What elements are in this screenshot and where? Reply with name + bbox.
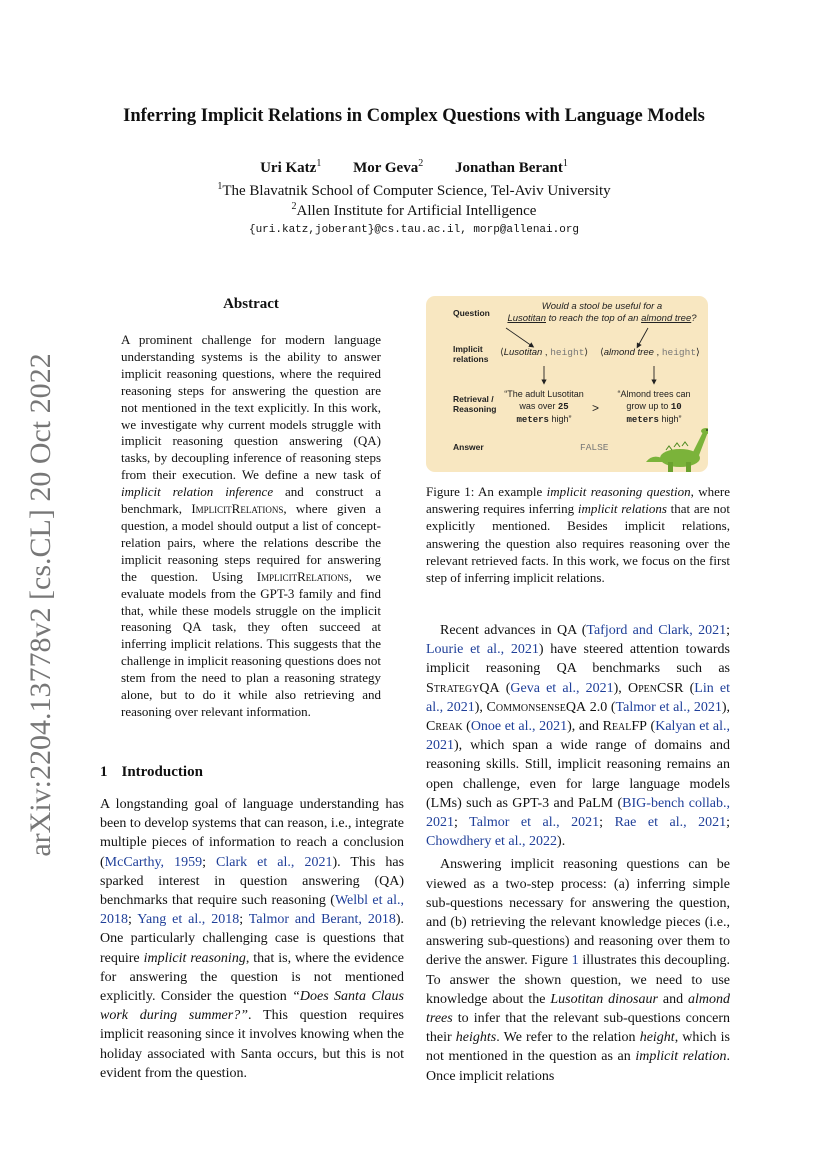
figure-relation-2: ⟨almond tree , height⟩ — [600, 347, 700, 358]
body-text: ), which span a wide range of domains and reasoning skills. Still, implicit reasoning remains an open challenge, even for large language models (LMs) such as GPT-3 and PaLM ( — [426, 738, 730, 811]
intro-text: ; — [239, 912, 249, 928]
figure-question-line-2 — [502, 313, 702, 325]
dinosaur-icon — [646, 428, 708, 472]
author-1-affiliation-mark: 1 — [316, 158, 322, 169]
figure-answer-value: FALSE — [580, 442, 609, 453]
affiliation-2 — [0, 201, 828, 220]
intro-text: . This question requires implicit reasoning since it involves knowing when the holiday associated with Santa occurs, but this is not evident from the question. — [100, 1008, 404, 1081]
body-emphasis: heights — [455, 1030, 497, 1046]
figure-label-line: Implicit — [453, 344, 483, 354]
abstract-heading: Abstract — [223, 296, 279, 312]
intro-text: ). One particularly challenging case is questions that require — [100, 912, 404, 966]
body-text: ) have steered attention towards implicit reasoning QA benchmarks such as — [426, 642, 730, 677]
figure-question-entity-2: almond tree — [641, 313, 692, 324]
body-text: ( — [462, 719, 471, 735]
citation-link[interactable]: Welbl et al., 2018 — [100, 893, 404, 928]
abstract-emphasis: implicit relation inference — [121, 484, 274, 500]
author-3 — [455, 160, 568, 176]
figure-label-retrieval-reasoning — [453, 394, 496, 414]
author-2-name: Mor Geva — [353, 160, 419, 176]
body-text: 2.0 ( — [586, 699, 616, 715]
fact-line — [494, 400, 594, 413]
dataset-name: Creak — [426, 719, 463, 735]
body-text: ). — [557, 834, 566, 850]
body-text: ; — [454, 815, 470, 831]
caption-text: that are not explicitly mentioned. Besides implicit relations, answering the question also requires reasoning over the relevant retrieved facts. In this work, we focus on the first step of inferring implicit relations. — [426, 501, 730, 586]
fact-text: was over — [519, 401, 558, 411]
citation-link[interactable]: Talmor et al., 2021 — [615, 699, 722, 715]
affiliation-1 — [0, 181, 828, 200]
citation-link[interactable]: McCarthy, 1959 — [104, 854, 203, 870]
citation-link[interactable]: Talmor et al., 2021 — [469, 815, 600, 831]
body-emphasis: height — [639, 1030, 675, 1046]
figure-relation-1: ⟨Lusotitan , height⟩ — [500, 347, 589, 358]
figure-label-line: Retrieval / — [453, 394, 494, 404]
fact-line — [494, 413, 594, 426]
figure-fact-1 — [494, 388, 594, 426]
dataset-name: OpenCSR — [627, 680, 684, 696]
body-paragraph — [426, 855, 730, 1085]
figure-label-line: relations — [453, 354, 489, 364]
body-text: ), — [613, 680, 628, 696]
fact-value: 25 — [557, 402, 569, 412]
body-text: ( — [683, 680, 695, 696]
figure-question-text: to reach the top of an — [546, 313, 642, 324]
intro-text: ; — [202, 854, 217, 870]
introduction-body — [100, 795, 404, 1083]
fact-text: high” — [658, 414, 682, 424]
citation-link[interactable]: Rae et al., 2021 — [614, 815, 727, 831]
citation-link[interactable]: Kalyan et al., 2021 — [426, 719, 731, 754]
caption-text: Figure 1: An example — [426, 484, 547, 499]
caption-text: , where answering requires inferring — [426, 484, 730, 517]
body-text: ( — [499, 680, 511, 696]
abstract-text-4: , we evaluate models from the GPT-3 family and find that, while these models struggle on the implicit reasoning QA task, they often succeed at inferring implicit relations. This suggests that the challenge in implicit reasoning questions does not stem from the need to plan a reasoning strategy alone, but to do it while also retrieving and reasoning over relevant information. — [121, 568, 381, 719]
section-heading-introduction — [100, 764, 203, 781]
abstract-body — [121, 332, 381, 721]
citation-link[interactable]: BIG-bench collab., 2021 — [426, 795, 730, 831]
figure-reference-link[interactable]: 1 — [571, 953, 579, 969]
figure-label-answer: Answer — [453, 442, 484, 452]
affiliation-2-text: Allen Institute for Artificial Intelligence — [296, 203, 537, 219]
affiliation-2-mark: 2 — [291, 201, 297, 212]
author-2-affiliation-mark: 2 — [418, 158, 424, 169]
body-text: ), and — [567, 719, 603, 735]
body-text: . We refer to the relation — [496, 1030, 640, 1046]
fact-line — [604, 413, 704, 426]
body-text: ), — [721, 699, 731, 715]
fact-unit: meters — [626, 415, 659, 425]
author-1-name: Uri Katz — [260, 160, 317, 176]
fact-text: high” — [548, 414, 572, 424]
arxiv-identifier-text: arXiv:2204.13778v2 [cs.CL] 20 Oct 2022 — [24, 353, 57, 857]
citation-link[interactable]: Chowdhery et al., 2022 — [426, 834, 558, 850]
body-text: ; — [599, 815, 615, 831]
intro-text: ; — [128, 912, 138, 928]
fact-line: “Almond trees can — [617, 389, 691, 399]
relation-concept: Lusotitan — [503, 347, 543, 358]
affiliation-1-mark: 1 — [217, 181, 223, 192]
abstract-text-1: A prominent challenge for modern language understanding systems is the ability to answer implicit reasoning questions, where the required reasoning steps for answering the question are not mentioned in the text explicitly. In this work, we investigate why current models struggle with implicit reasoning question answering (QA) tasks, by decoupling inference of reasoning steps from their execution. We define a new task of — [121, 332, 381, 483]
figure-question-line-1: Would a stool be useful for a — [541, 301, 663, 312]
benchmark-name: ImplicitRelations — [191, 501, 284, 517]
body-text: Recent advances in QA ( — [440, 623, 587, 638]
figure-question-text: ? — [691, 313, 697, 324]
figure-label-line: Reasoning — [453, 404, 497, 414]
caption-emphasis: implicit reasoning question — [546, 484, 691, 499]
body-text: ; — [726, 623, 730, 638]
citation-link[interactable]: Geva et al., 2021 — [510, 680, 614, 696]
dataset-name: RealFP — [602, 719, 647, 735]
figure-1-caption — [426, 483, 730, 586]
body-text: . Once implicit relations — [426, 1049, 731, 1084]
intro-text: ). This has sparked interest in question answering (QA) benchmarks that require such reasoning ( — [100, 854, 405, 909]
body-paragraph — [426, 621, 730, 851]
body-text: , which is not mentioned in the question as an — [426, 1030, 730, 1065]
citation-link[interactable]: Lourie et al., 2021 — [426, 642, 539, 658]
figure-label-implicit-relations — [453, 344, 488, 364]
author-3-name: Jonathan Berant — [454, 160, 563, 176]
intro-example-question: “Does Santa Claus work during summer?” — [100, 989, 404, 1024]
fact-text: grow up to — [626, 401, 671, 411]
intro-paragraph — [100, 795, 404, 1083]
author-1 — [260, 160, 321, 176]
body-text: ( — [646, 719, 656, 735]
figure-question-entity-1: Lusotitan — [507, 313, 546, 324]
relation-name: height — [661, 347, 697, 358]
fact-value: 10 — [670, 402, 682, 412]
citation-link[interactable]: Yang et al., 2018 — [137, 912, 240, 928]
figure-label-question: Question — [453, 308, 490, 318]
abstract-paragraph — [121, 332, 381, 721]
intro-text: A longstanding goal of language understanding has been to develop systems that can reason, i.e., integrate multiple pieces of information to reach a conclusion ( — [100, 797, 405, 870]
section-number: 1 — [100, 764, 108, 780]
caption-emphasis: implicit relations — [577, 501, 667, 517]
abstract-text-3: , where given a question, a model should output a list of concept-relation pairs, where the relations describe the implicit reasoning steps required for answering the question. Using — [121, 501, 381, 584]
citation-link[interactable]: Lin et al., 2021 — [426, 680, 730, 715]
body-emphasis: Lusotitan dinosaur — [550, 991, 658, 1007]
body-text: Answering implicit reasoning questions can be viewed as a two-step process: (a) inferring simple sub-questions necessary for answering the question, and (b) retrieving the relevant knowledge pieces (i.e., answering sub-questions) and reasoning over them to derive the answer. Figure — [426, 857, 730, 969]
intro-text: , that is, where the evidence for answering the question is not mentioned explicitly. Consider the question — [100, 950, 404, 1005]
arrow-question-to-relation-1 — [506, 328, 532, 346]
citation-link[interactable]: Tafjord and Clark, 2021 — [586, 623, 727, 638]
arxiv-identifier — [24, 353, 57, 857]
author-emails: {uri.katz,joberant}@cs.tau.ac.il, morp@allenai.org — [248, 224, 580, 236]
arrow-question-to-relation-2 — [638, 328, 648, 346]
relation-name: height — [550, 347, 585, 358]
figure-comparison-symbol: > — [592, 401, 600, 415]
paper-title: Inferring Implicit Relations in Complex Questions with Language Models — [123, 106, 705, 126]
benchmark-name: ImplicitRelations — [256, 568, 349, 584]
author-3-affiliation-mark: 1 — [562, 158, 568, 169]
fact-line — [604, 400, 704, 413]
citation-link[interactable]: Onoe et al., 2021 — [470, 719, 568, 735]
figure-fact-2 — [604, 388, 704, 426]
intro-emphasis: implicit reasoning — [143, 950, 246, 966]
author-2 — [353, 160, 423, 176]
body-text: to infer that the relevant sub-questions concern their — [426, 1011, 730, 1046]
body-text: ), — [474, 699, 487, 715]
relation-concept: almond tree — [603, 347, 654, 358]
dataset-name: StrategyQA — [426, 680, 500, 696]
right-column-body — [426, 621, 730, 1086]
body-emphasis: almond trees — [426, 991, 730, 1027]
citation-link[interactable]: Talmor and Berant, 2018 — [248, 912, 396, 928]
body-text: ; — [726, 815, 730, 831]
affiliation-1-text: The Blavatnik School of Computer Science, Tel-Aviv University — [222, 183, 611, 199]
citation-link[interactable]: Clark et al., 2021 — [216, 854, 333, 870]
dataset-name: CommonsenseQA — [486, 699, 587, 715]
figure-1 — [426, 296, 708, 472]
body-emphasis: implicit relation — [635, 1049, 727, 1065]
figure-question — [502, 301, 702, 325]
body-text: illustrates this decoupling. To answer the shown question, we need to use knowledge about the — [426, 953, 731, 1007]
abstract-text-2: and construct a benchmark, — [121, 484, 381, 517]
fact-unit: meters — [516, 415, 549, 425]
fact-line: “The adult Lusotitan — [504, 389, 584, 399]
body-text: and — [657, 991, 688, 1007]
author-list — [0, 158, 828, 177]
section-title: Introduction — [121, 764, 203, 780]
